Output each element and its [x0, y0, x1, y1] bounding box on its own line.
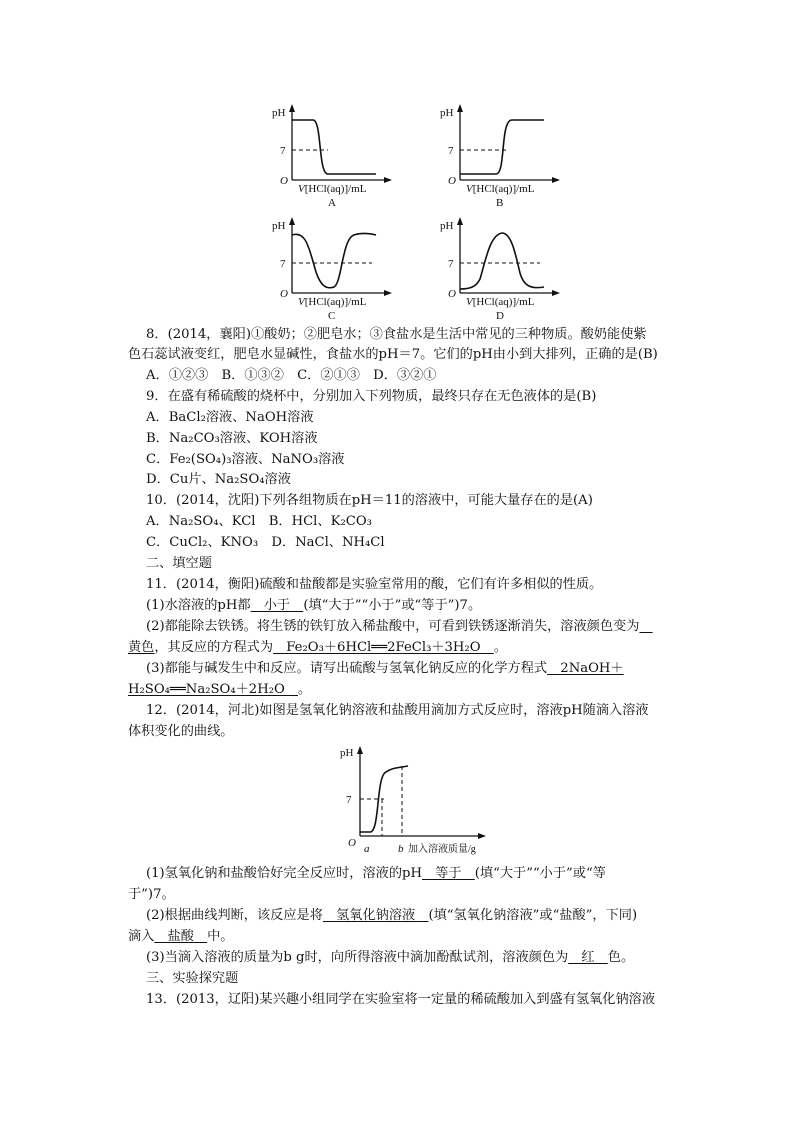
- q11-part1: (1)水溶液的pH都 小于 (填“大于”“小于”或“等于”)7。: [146, 598, 482, 613]
- q10-stem: 10．(2014，沈阳)下列各组物质在pH＝11的溶液中，可能大量存在的是(A): [146, 493, 593, 508]
- svg-text:pH: pH: [340, 747, 354, 759]
- svg-text:7: 7: [448, 145, 454, 157]
- q12-stem-line1: 12．(2014，河北)如图是氢氧化钠溶液和盐酸用滴加方式反应时，溶液pH随滴入溶液: [146, 703, 649, 718]
- answer-blank: 氢氧化钠溶液: [322, 908, 429, 923]
- graph-d: [436, 213, 566, 323]
- section-heading-experiment: 三、实验探究题: [146, 971, 239, 986]
- svg-text:pH: pH: [440, 220, 454, 232]
- q12-part3: (3)当滴入溶液的质量为b g时，向所得溶液中滴加酚酞试剂，溶液颜色为 红 色。: [146, 950, 635, 965]
- svg-text:7: 7: [280, 258, 286, 270]
- graph-a: [268, 100, 398, 210]
- q12-part1-line2: 于”)7。: [128, 887, 175, 902]
- svg-text:V[HCl(aq)]/mL: V[HCl(aq)]/mL: [298, 296, 367, 308]
- q9-option-a: A．BaCl₂溶液、NaOH溶液: [146, 410, 314, 425]
- svg-text:O: O: [448, 288, 456, 300]
- svg-text:V[HCl(aq)]/mL: V[HCl(aq)]/mL: [298, 183, 367, 195]
- svg-text:a: a: [364, 843, 370, 855]
- q11-part2-line1: (2)都能除去铁锈。将生锈的铁钉放入稀盐酸中，可看到铁锈逐渐消失，溶液颜色变为: [146, 619, 640, 634]
- graph-b: [436, 100, 566, 210]
- svg-text:O: O: [448, 175, 456, 187]
- q8-stem-line2: 色石蕊试液变红，肥皂水显碱性，食盐水的pH＝7。它们的pH由小到大排列，正确的是(B): [128, 347, 658, 362]
- svg-text:加入溶液质量/g: 加入溶液质量/g: [408, 844, 476, 855]
- q12-part1-line1: (1)氢氧化钠和盐酸恰好完全反应时，溶液的pH 等于 (填“大于”“小于”或“等: [146, 866, 606, 881]
- svg-text:b: b: [398, 843, 404, 855]
- q13-stem: 13．(2013，辽阳)某兴趣小组同学在实验室将一定量的稀硫酸加入到盛有氢氧化钠溶液: [146, 992, 656, 1007]
- answer-blank: Fe₂O₃＋6HCl══2FeCl₃＋3H₂O: [273, 640, 494, 655]
- q11-part3-line1: (3)都能与碱发生中和反应。请写出硫酸与氢氧化钠反应的化学方程式 2NaOH＋: [146, 661, 624, 676]
- q8-options: A．①②③ B．①③② C．②①③ D．③②①: [146, 368, 437, 383]
- q8-stem-line1: 8．(2014，襄阳)①酸奶；②肥皂水；③食盐水是生活中常见的三种物质。酸奶能使紫: [146, 327, 647, 342]
- svg-text:C: C: [328, 310, 336, 322]
- graph-y-label: pH: [272, 107, 286, 119]
- svg-text:pH: pH: [440, 107, 454, 119]
- answer-blank: 红: [568, 950, 608, 965]
- svg-text:B: B: [496, 197, 504, 209]
- svg-text:7: 7: [448, 258, 454, 270]
- svg-text:V[HCl(aq)]/mL: V[HCl(aq)]/mL: [466, 296, 535, 308]
- answer-blank: 小于: [250, 598, 304, 613]
- q9-option-d: D．Cu片、Na₂SO₄溶液: [146, 472, 291, 487]
- q9-option-b: B．Na₂CO₃溶液、KOH溶液: [146, 431, 318, 446]
- answer-blank: 盐酸: [154, 929, 208, 944]
- q11-stem: 11．(2014，衡阳)硫酸和盐酸都是实验室常用的酸，它们有许多相似的性质。: [146, 577, 603, 592]
- svg-text:O: O: [280, 288, 288, 300]
- q12-stem-line2: 体积变化的曲线。: [128, 724, 234, 739]
- svg-text:pH: pH: [272, 220, 286, 232]
- svg-text:D: D: [496, 310, 504, 322]
- answer-blank: 黄色: [128, 640, 155, 655]
- q11-part3-line2: H₂SO₄══Na₂SO₄＋2H₂O 。: [128, 682, 312, 697]
- graph-c: [268, 213, 398, 323]
- q10-options-cd: C．CuCl₂、KNO₃ D．NaCl、NH₄Cl: [146, 535, 385, 550]
- answer-blank: 等于: [422, 866, 475, 881]
- q12-part2-line2: 滴入 盐酸 中。: [128, 929, 234, 944]
- q9-option-c: C．Fe₂(SO₄)₃溶液、NaNO₃溶液: [146, 452, 345, 467]
- q10-options-ab: A．Na₂SO₄、KCl B．HCl、K₂CO₃: [146, 514, 372, 529]
- q12-part2-line1: (2)根据曲线判断，该反应是将 氢氧化钠溶液 (填“氢氧化钠溶液”或“盐酸”，下同): [146, 908, 638, 923]
- q11-part2-line2: 黄色，其反应的方程式为 Fe₂O₃＋6HCl══2FeCl₃＋3H₂O 。: [128, 640, 507, 655]
- svg-text:O: O: [348, 837, 356, 849]
- svg-text:O: O: [280, 175, 288, 187]
- answer-blank: 2NaOH＋: [547, 661, 624, 676]
- answer-blank: H₂SO₄══Na₂SO₄＋2H₂O: [128, 682, 298, 697]
- graph-caption: A: [328, 197, 336, 209]
- graph-seven: 7: [280, 145, 286, 157]
- svg-text:7: 7: [346, 794, 352, 806]
- section-heading-fill: 二、填空题: [146, 556, 212, 571]
- svg-text:V[HCl(aq)]/mL: V[HCl(aq)]/mL: [466, 183, 535, 195]
- q9-stem: 9．在盛有稀硫酸的烧杯中，分别加入下列物质，最终只存在无色液体的是(B): [146, 389, 597, 404]
- q12-graph: [336, 742, 496, 858]
